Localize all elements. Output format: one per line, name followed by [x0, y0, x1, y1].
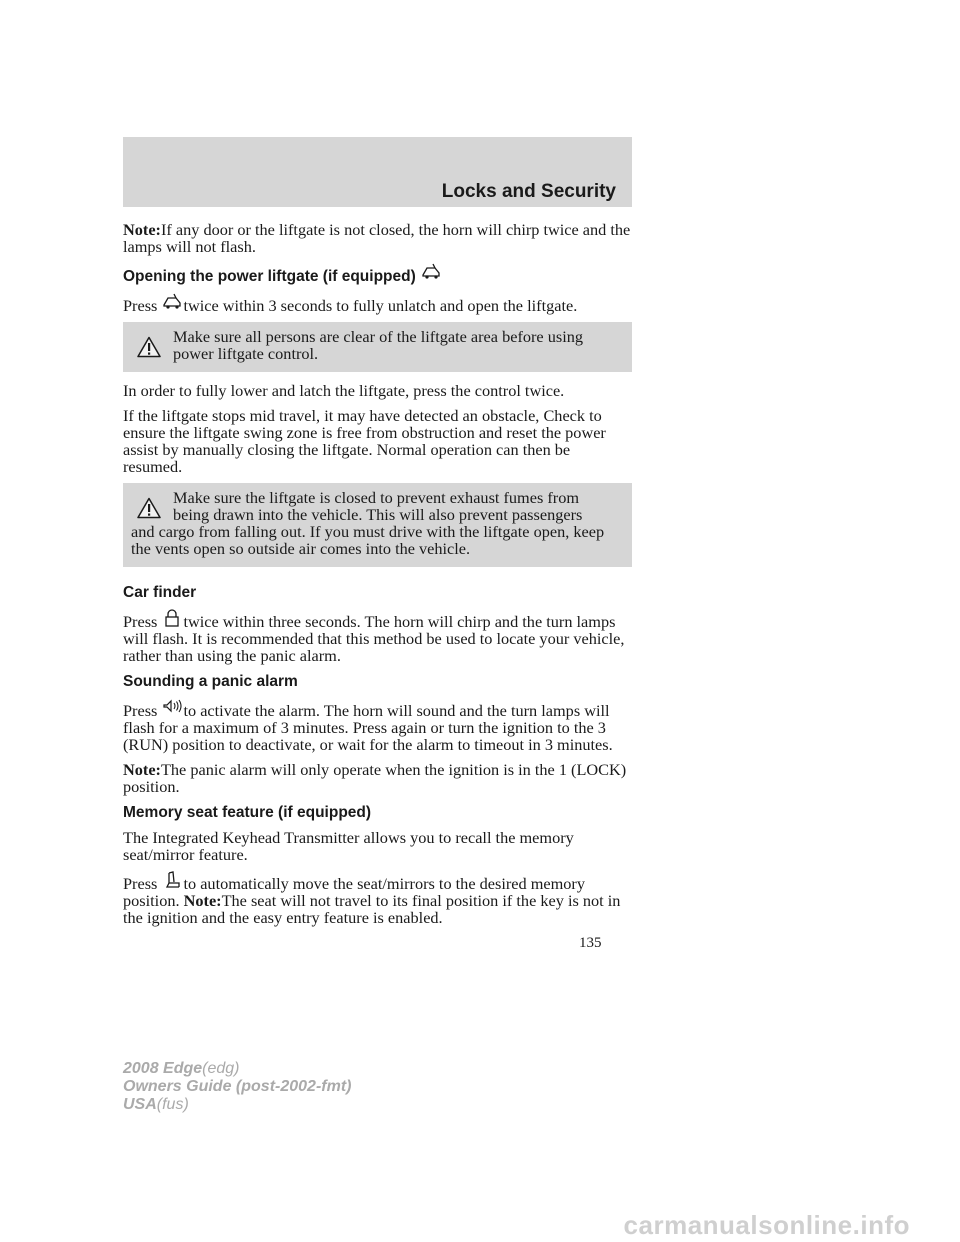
warning-triangle-icon	[137, 336, 161, 361]
note-label: Note:	[123, 760, 161, 779]
section-title: Locks and Security	[441, 181, 616, 202]
memory-seat-text: Press to automatically move the seat/mirrors to the desired memory position. Note:The seat will not travel to its final position if the key is not in the ignition and the easy entry feature is enabled.	[123, 871, 632, 926]
footer-line-guide: Owners Guide (post-2002-fmt)	[123, 1078, 352, 1095]
warning-text: being drawn into the vehicle. This will also prevent passengers	[173, 505, 583, 524]
footer-line-model: 2008 Edge(edg)	[123, 1060, 240, 1077]
power-liftgate-heading: Opening the power liftgate (if equipped)	[123, 263, 632, 286]
warning-text: Make sure the liftgate is closed to prevent exhaust fumes from	[173, 488, 580, 507]
watermark-logo: carmanualsonline.info	[623, 1210, 910, 1240]
warning-text: power liftgate control.	[173, 344, 319, 363]
memory-seat-intro: The Integrated Keyhead Transmitter allows you to recall the memory seat/mirror feature.	[123, 828, 574, 864]
intro-note	[123, 221, 632, 255]
lock-button-icon	[161, 609, 183, 627]
panic-alarm-heading: Sounding a panic alarm	[123, 673, 298, 690]
liftgate-stop-text: If the liftgate stops mid travel, it may have detected an obstacle, Check to ensure the liftgate swing zone is free from obstruction and reset the power assist by manually closing the liftgate. Normal operation can then be resumed.	[123, 406, 606, 476]
warning-box-clear-area	[123, 322, 632, 372]
liftgate-button-icon	[420, 263, 442, 281]
document-footer	[123, 1060, 351, 1114]
warning-text: and cargo from falling out. If you must drive with the liftgate open, keep the vents open so outside air comes into the vehicle.	[131, 522, 605, 558]
lower-liftgate-text: In order to fully lower and latch the liftgate, press the control twice.	[123, 381, 565, 400]
note-text: If any door or the liftgate is not closed, the horn will chirp twice and the lamps will not flash.	[123, 220, 631, 256]
note-label: Note:	[183, 891, 222, 910]
car-finder-text: Press twice within three seconds. The horn will chirp and the turn lamps will flash. It is recommended that this method be used to locate your vehicle, rather than using the panic alarm.	[123, 609, 632, 664]
liftgate-press-text: Press twice within 3 seconds to fully unlatch and open the liftgate.	[123, 293, 632, 314]
liftgate-button-icon	[161, 293, 183, 311]
page-number: 135	[579, 935, 602, 951]
panic-note: Note:The panic alarm will only operate when the ignition is in the 1 (LOCK) position.	[123, 760, 627, 796]
horn-button-icon	[161, 698, 183, 716]
footer-line-region: USA(fus)	[123, 1096, 189, 1113]
section-header	[123, 137, 632, 207]
panic-alarm-text: Press to activate the alarm. The horn will sound and the turn lamps will flash for a maximum of 3 minutes. Press again or turn the ignition to the 3 (RUN) position to deactivate, or wait for the alarm to timeout in 3 minutes.	[123, 698, 632, 753]
note-label: Note:	[123, 220, 161, 239]
watermark-bar	[0, 1200, 960, 1242]
car-finder-heading: Car finder	[123, 584, 197, 601]
warning-triangle-icon	[137, 497, 161, 522]
warning-box-exhaust	[123, 483, 632, 567]
warning-text: Make sure all persons are clear of the liftgate area before using	[173, 327, 584, 346]
page-content	[123, 221, 632, 934]
memory-seat-button-icon	[161, 871, 183, 889]
memory-seat-heading: Memory seat feature (if equipped)	[123, 804, 372, 821]
